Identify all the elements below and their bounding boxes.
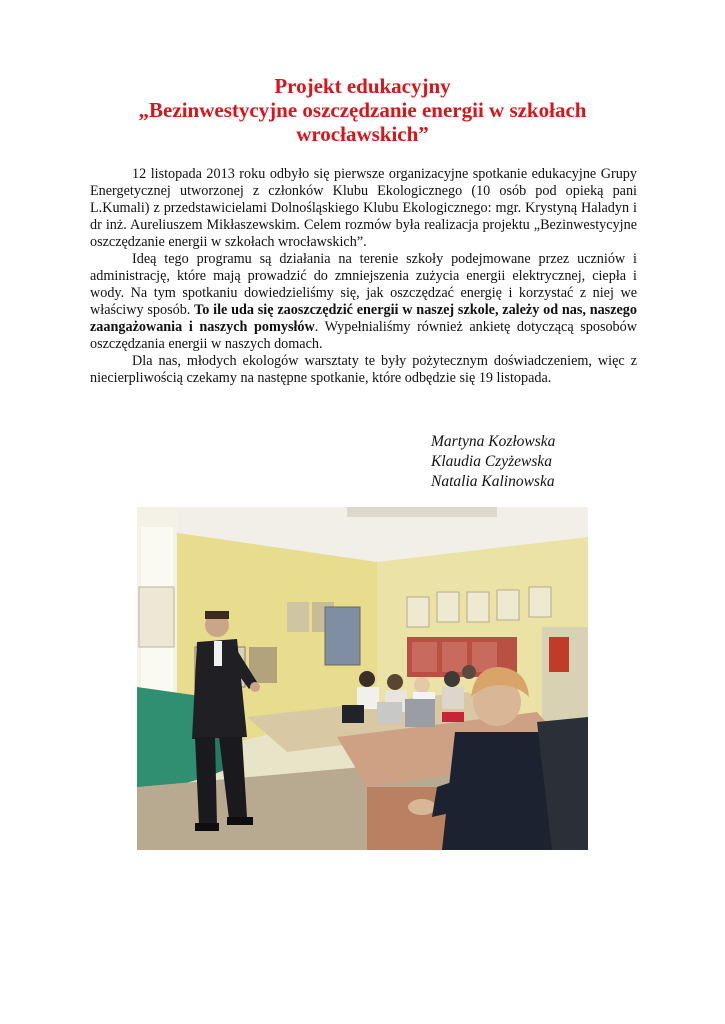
signature-block: [431, 432, 555, 492]
title-line-2: „Bezinwestycyjne oszczędzanie energii w szkołach: [138, 98, 587, 122]
signature-name-1: Martyna Kozłowska: [431, 433, 556, 450]
signature-name-2: Klaudia Czyżewska: [431, 453, 552, 470]
paragraph-2-end: . Wypełnialiśmy również ankietę dotyczącą sposobów oszczędzania energii w naszych domach.: [90, 319, 637, 352]
title-line-1: Projekt edukacyjny: [274, 74, 451, 98]
document-title: [60, 74, 665, 146]
paragraph-2-start: Ideą tego programu są działania na terenie szkoły podejmowane przez uczniów i administrację, które mają prowadzić do zmniejszenia zużycia energii elektrycznej, ciepła i wody. Na tym spotkaniu dowiedzieliśmy się, jak oszczędzać energię i korzystać z niej we właściwy sposób.: [90, 251, 637, 318]
classroom-photo-illustration: [137, 507, 588, 850]
paragraph-1: 12 listopada 2013 roku odbyło się pierwsze organizacyjne spotkanie edukacyjne Grupy Energetycznej utworzonej z członków Klubu Ekologicznego (10 osób pod opieką pani L.Kumali) z przedstawicielami Dolnośląskiego Klubu Ekologicznego: mgr. Krystyną Haladyn i dr inż. Aureliuszem Mikłaszewskim. Celem rozmów była realizacja projektu „Bezinwestycyjne oszczędzanie energii w szkołach wrocławskich”.: [90, 166, 637, 250]
classroom-photo: [137, 507, 588, 850]
paragraph-2-bold: To ile uda się zaoszczędzić energii w naszej szkole, zależy od nas, naszego zaangażowania i naszych pomysłów: [90, 302, 637, 335]
title-line-3: wrocławskich”: [296, 122, 429, 146]
signature-name-3: Natalia Kalinowska: [431, 473, 555, 490]
paragraph-3: Dla nas, młodych ekologów warsztaty te były pożytecznym doświadczeniem, więc z niecierpliwością czekamy na następne spotkanie, które odbędzie się 19 listopada.: [90, 353, 637, 386]
paragraph-2: [90, 251, 637, 353]
article-body: [90, 166, 637, 387]
